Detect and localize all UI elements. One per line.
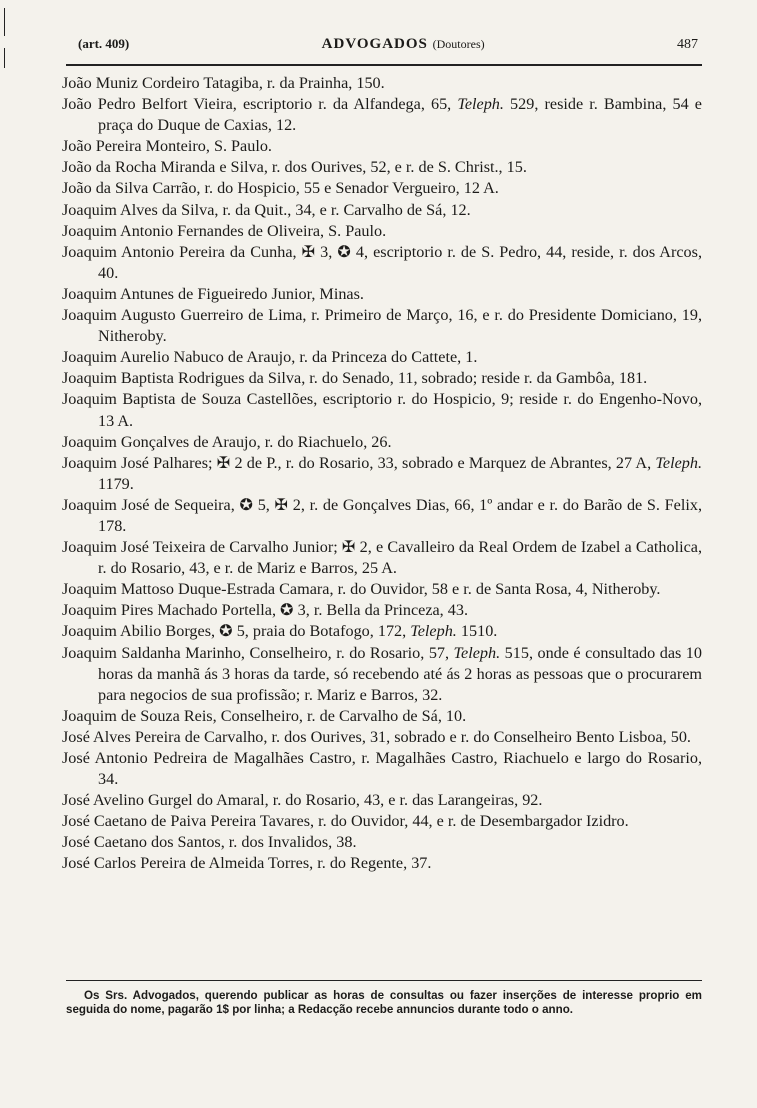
directory-entry: Joaquim Antunes de Figueiredo Junior, Minas. <box>62 284 364 303</box>
directory-entry: João Pereira Monteiro, S. Paulo. <box>62 137 272 156</box>
directory-entry: Joaquim Baptista Rodrigues da Silva, r. do Senado, 11, sobrado; reside r. da Gambôa, 181. <box>62 369 648 388</box>
article-reference: (art. 409) <box>78 36 130 51</box>
directory-entry: José Carlos Pereira de Almeida Torres, r. do Regente, 37. <box>62 854 432 873</box>
footer-rule <box>66 980 702 981</box>
directory-entry: Joaquim José Teixeira de Carvalho Junior; ✠ 2, e Cavalleiro da Real Ordem de Izabel a Catholica, r. do Rosario, 43, e r. de Mariz e Barros, 25 A. <box>62 538 702 578</box>
lawyer-entries-list <box>62 73 702 875</box>
directory-entry: Joaquim Gonçalves de Araujo, r. do Riachuelo, 26. <box>62 432 392 451</box>
footnote-notice: Os Srs. Advogados, querendo publicar as horas de consultas ou fazer inserções de interesse proprio em seguida do nome, pagarão 1$ por linha; a Redacção recebe annuncios durante todo o anno. <box>66 989 702 1016</box>
header-rule <box>66 64 702 66</box>
directory-entry: Joaquim Baptista de Souza Castellões, escriptorio r. do Hospicio, 9; reside r. do Engenho-Novo, 13 A. <box>62 390 702 430</box>
directory-entry: Joaquim José Palhares; ✠ 2 de P., r. do Rosario, 33, sobrado e Marquez de Abrantes, 27 A, Teleph. 1179. <box>62 453 702 493</box>
directory-entry: José Caetano de Paiva Pereira Tavares, r. do Ouvidor, 44, e r. de Desembargador Izidro. <box>62 812 629 831</box>
section-title <box>322 36 485 53</box>
directory-entry: Joaquim José de Sequeira, ✪ 5, ✠ 2, r. de Gonçalves Dias, 66, 1º andar e r. do Barão de S. Felix, 178. <box>62 495 702 535</box>
section-title-main: ADVOGADOS <box>321 36 428 52</box>
directory-entry: José Antonio Pedreira de Magalhães Castro, r. Magalhães Castro, Riachuelo e largo do Rosario, 34. <box>62 749 702 789</box>
page-header <box>78 36 698 60</box>
directory-entry: Joaquim Antonio Pereira da Cunha, ✠ 3, ✪ 4, escriptorio r. de S. Pedro, 44, reside, r. dos Arcos, 40. <box>62 242 702 282</box>
directory-entry: Joaquim Abilio Borges, ✪ 5, praia do Botafogo, 172, Teleph. 1510. <box>62 622 498 641</box>
directory-entry: José Alves Pereira de Carvalho, r. dos Ourives, 31, sobrado e r. do Conselheiro Bento Lisboa, 50. <box>62 727 691 746</box>
directory-entry: João da Silva Carrão, r. do Hospicio, 55 e Senador Vergueiro, 12 A. <box>62 179 499 198</box>
page-number: 487 <box>677 37 698 52</box>
directory-entry: Joaquim Mattoso Duque-Estrada Camara, r. do Ouvidor, 58 e r. de Santa Rosa, 4, Nitheroby. <box>62 580 661 599</box>
directory-entry: Joaquim de Souza Reis, Conselheiro, r. de Carvalho de Sá, 10. <box>62 706 467 725</box>
directory-entry: Joaquim Pires Machado Portella, ✪ 3, r. Bella da Princeza, 43. <box>62 601 469 620</box>
directory-entry: Joaquim Alves da Silva, r. da Quit., 34, e r. Carvalho de Sá, 12. <box>62 200 471 219</box>
scan-margin-mark <box>4 8 5 36</box>
directory-entry: João Muniz Cordeiro Tatagiba, r. da Prainha, 150. <box>62 74 385 92</box>
directory-entry: Joaquim Aurelio Nabuco de Araujo, r. da Princeza do Cattete, 1. <box>62 348 478 367</box>
directory-entry: João da Rocha Miranda e Silva, r. dos Ourives, 52, e r. de S. Christ., 15. <box>62 158 527 177</box>
directory-entry: João Pedro Belfort Vieira, escriptorio r. da Alfandega, 65, Teleph. 529, reside r. Bambina, 54 e praça do Duque de Caxias, 12. <box>62 95 702 135</box>
directory-entry: Joaquim Saldanha Marinho, Conselheiro, r. do Rosario, 57, Teleph. 515, onde é consultado das 10 horas da manhã ás 3 horas da tarde, só recebendo até ás 2 horas as pessoas que o procurarem para negocios de sua profissão; r. Mariz e Barros, 32. <box>62 643 702 704</box>
scan-margin-mark <box>4 48 5 68</box>
directory-entry: Joaquim Augusto Guerreiro de Lima, r. Primeiro de Março, 16, e r. do Presidente Domiciano, 19, Nitheroby. <box>62 306 702 346</box>
directory-entry: José Caetano dos Santos, r. dos Invalidos, 38. <box>62 833 357 852</box>
directory-entry: Joaquim Antonio Fernandes de Oliveira, S. Paulo. <box>62 221 387 240</box>
section-subtitle: (Doutores) <box>432 37 485 51</box>
directory-entry: José Avelino Gurgel do Amaral, r. do Rosario, 43, e r. das Larangeiras, 92. <box>62 791 543 810</box>
